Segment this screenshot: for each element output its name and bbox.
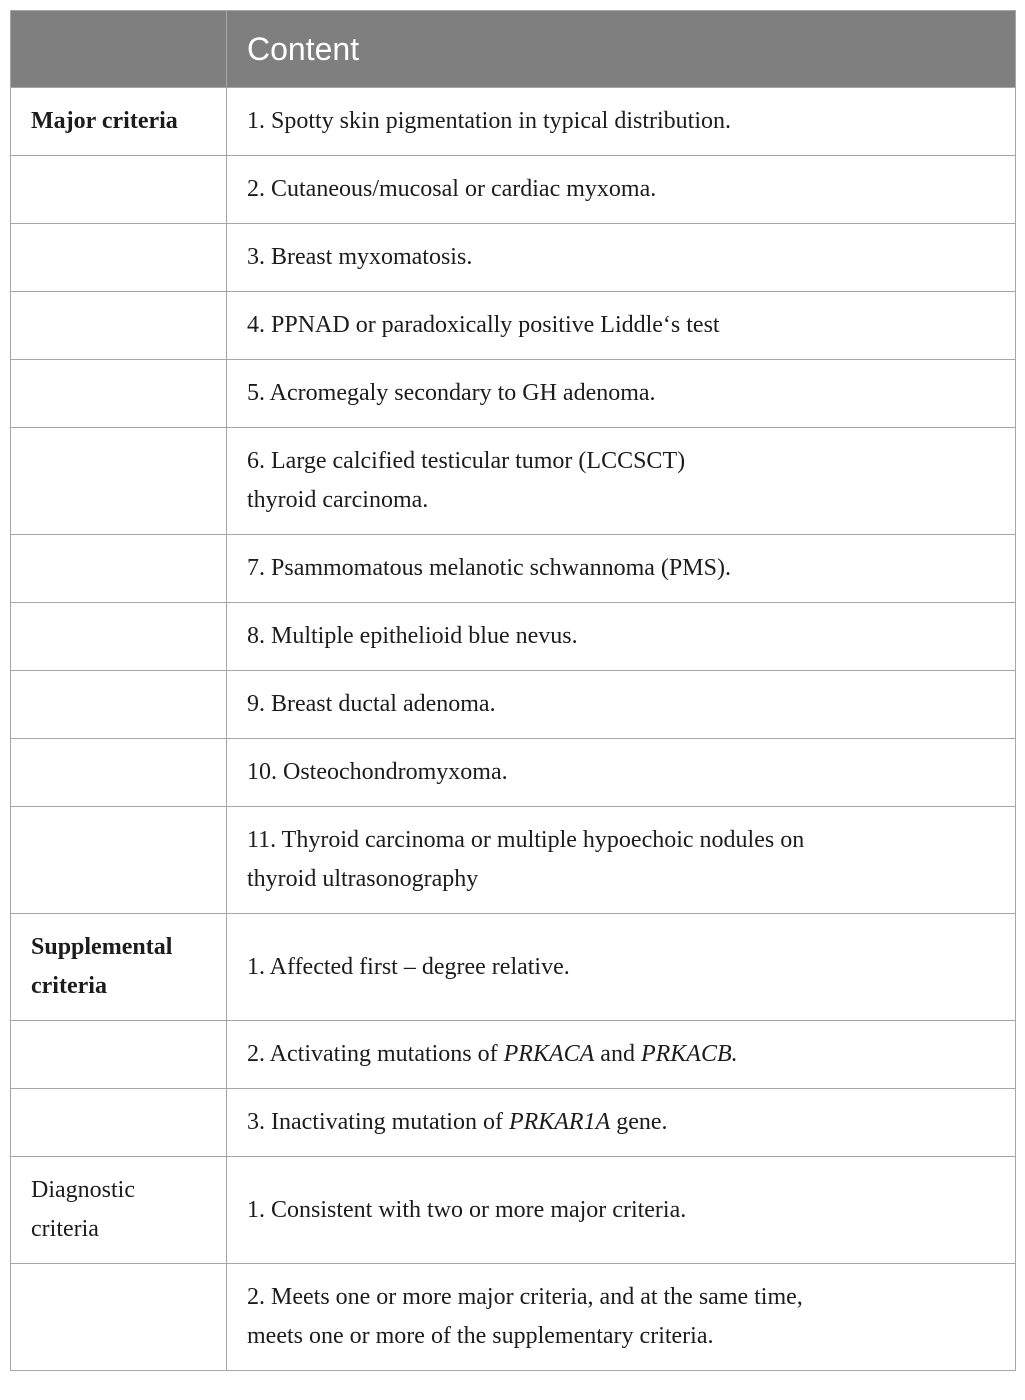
criterion-text-line: 1. Spotty skin pigmentation in typical distribution. bbox=[247, 108, 731, 134]
criterion-text: and bbox=[594, 1041, 641, 1067]
criterion-text-line: 9. Breast ductal adenoma. bbox=[247, 691, 496, 717]
criterion-text-line: thyroid ultrasonography bbox=[247, 866, 479, 892]
table-row bbox=[11, 739, 1016, 807]
criterion-text-line: thyroid carcinoma. bbox=[247, 487, 429, 513]
header-cell-category bbox=[11, 11, 227, 88]
header-cell-content: Content bbox=[227, 11, 1016, 88]
criterion-cell bbox=[227, 1157, 1016, 1264]
criterion-cell bbox=[227, 807, 1016, 914]
section-label-empty bbox=[11, 360, 227, 428]
section-label bbox=[11, 1157, 227, 1264]
criterion-cell bbox=[227, 292, 1016, 360]
table-row bbox=[11, 671, 1016, 739]
criterion-cell bbox=[227, 224, 1016, 292]
section-label-empty bbox=[11, 1089, 227, 1157]
criterion-text-line: 2. Meets one or more major criteria, and at the same time, bbox=[247, 1284, 803, 1310]
table-row bbox=[11, 88, 1016, 156]
table-row bbox=[11, 914, 1016, 1021]
table-row bbox=[11, 224, 1016, 292]
table-row bbox=[11, 1089, 1016, 1157]
table-row bbox=[11, 535, 1016, 603]
criterion-text-line: 2. Cutaneous/mucosal or cardiac myxoma. bbox=[247, 176, 657, 202]
criterion-cell bbox=[227, 535, 1016, 603]
section-label-empty bbox=[11, 535, 227, 603]
criterion-text-line: 5. Acromegaly secondary to GH adenoma. bbox=[247, 380, 656, 406]
criterion-cell bbox=[227, 1264, 1016, 1371]
criterion-cell bbox=[227, 1089, 1016, 1157]
criterion-cell bbox=[227, 1021, 1016, 1089]
criterion-text-line: 4. PPNAD or paradoxically positive Liddle‘s test bbox=[247, 312, 720, 338]
section-label-empty bbox=[11, 807, 227, 914]
criterion-text: 3. Inactivating mutation of bbox=[247, 1109, 509, 1135]
table-row bbox=[11, 360, 1016, 428]
criterion-text-line: 6. Large calcified testicular tumor (LCCSCT) bbox=[247, 448, 686, 474]
criteria-table bbox=[10, 10, 1016, 1371]
section-label-empty bbox=[11, 603, 227, 671]
table-row bbox=[11, 156, 1016, 224]
table-row bbox=[11, 603, 1016, 671]
criterion-cell bbox=[227, 603, 1016, 671]
criterion-text-line: 3. Breast myxomatosis. bbox=[247, 244, 473, 270]
criterion-cell bbox=[227, 156, 1016, 224]
criterion-text-line: 11. Thyroid carcinoma or multiple hypoechoic nodules on bbox=[247, 827, 805, 853]
section-label-empty bbox=[11, 671, 227, 739]
criterion-text-line: 7. Psammomatous melanotic schwannoma (PMS). bbox=[247, 555, 731, 581]
section-label-empty bbox=[11, 156, 227, 224]
section-label-line: criteria bbox=[31, 973, 107, 999]
section-label-empty bbox=[11, 739, 227, 807]
criterion-cell bbox=[227, 88, 1016, 156]
table-row bbox=[11, 1157, 1016, 1264]
gene-name: PRKAR1A bbox=[508, 1109, 611, 1135]
criterion-cell bbox=[227, 428, 1016, 535]
criterion-cell bbox=[227, 360, 1016, 428]
criterion-cell bbox=[227, 739, 1016, 807]
section-label-empty bbox=[11, 1264, 227, 1371]
section-label-line: criteria bbox=[31, 1216, 99, 1242]
gene-name: PRKACA bbox=[503, 1041, 595, 1067]
section-label-line: Supplemental bbox=[31, 934, 173, 960]
section-label-empty bbox=[11, 224, 227, 292]
table-row bbox=[11, 292, 1016, 360]
criterion-text: 2. Activating mutations of bbox=[247, 1041, 504, 1067]
gene-name: PRKACB. bbox=[640, 1041, 738, 1067]
section-label-empty bbox=[11, 1021, 227, 1089]
section-label: Major criteria bbox=[11, 88, 227, 156]
table-row bbox=[11, 1021, 1016, 1089]
table-body bbox=[11, 88, 1016, 1371]
criterion-text-line: 8. Multiple epithelioid blue nevus. bbox=[247, 623, 578, 649]
criterion-text-line: 1. Affected first – degree relative. bbox=[247, 953, 570, 980]
criterion-cell bbox=[227, 914, 1016, 1021]
criterion-text-line: meets one or more of the supplementary criteria. bbox=[247, 1323, 714, 1349]
table-row bbox=[11, 1264, 1016, 1371]
table-row bbox=[11, 428, 1016, 535]
criterion-text: gene. bbox=[610, 1109, 668, 1135]
section-label-empty bbox=[11, 428, 227, 535]
criterion-text-line: 1. Consistent with two or more major criteria. bbox=[247, 1196, 687, 1223]
section-label-empty bbox=[11, 292, 227, 360]
table-header-row bbox=[11, 11, 1016, 88]
table-row bbox=[11, 807, 1016, 914]
section-label bbox=[11, 914, 227, 1021]
criterion-text-line: 10. Osteochondromyxoma. bbox=[247, 759, 508, 785]
section-label-line: Diagnostic bbox=[31, 1177, 135, 1203]
criterion-cell bbox=[227, 671, 1016, 739]
